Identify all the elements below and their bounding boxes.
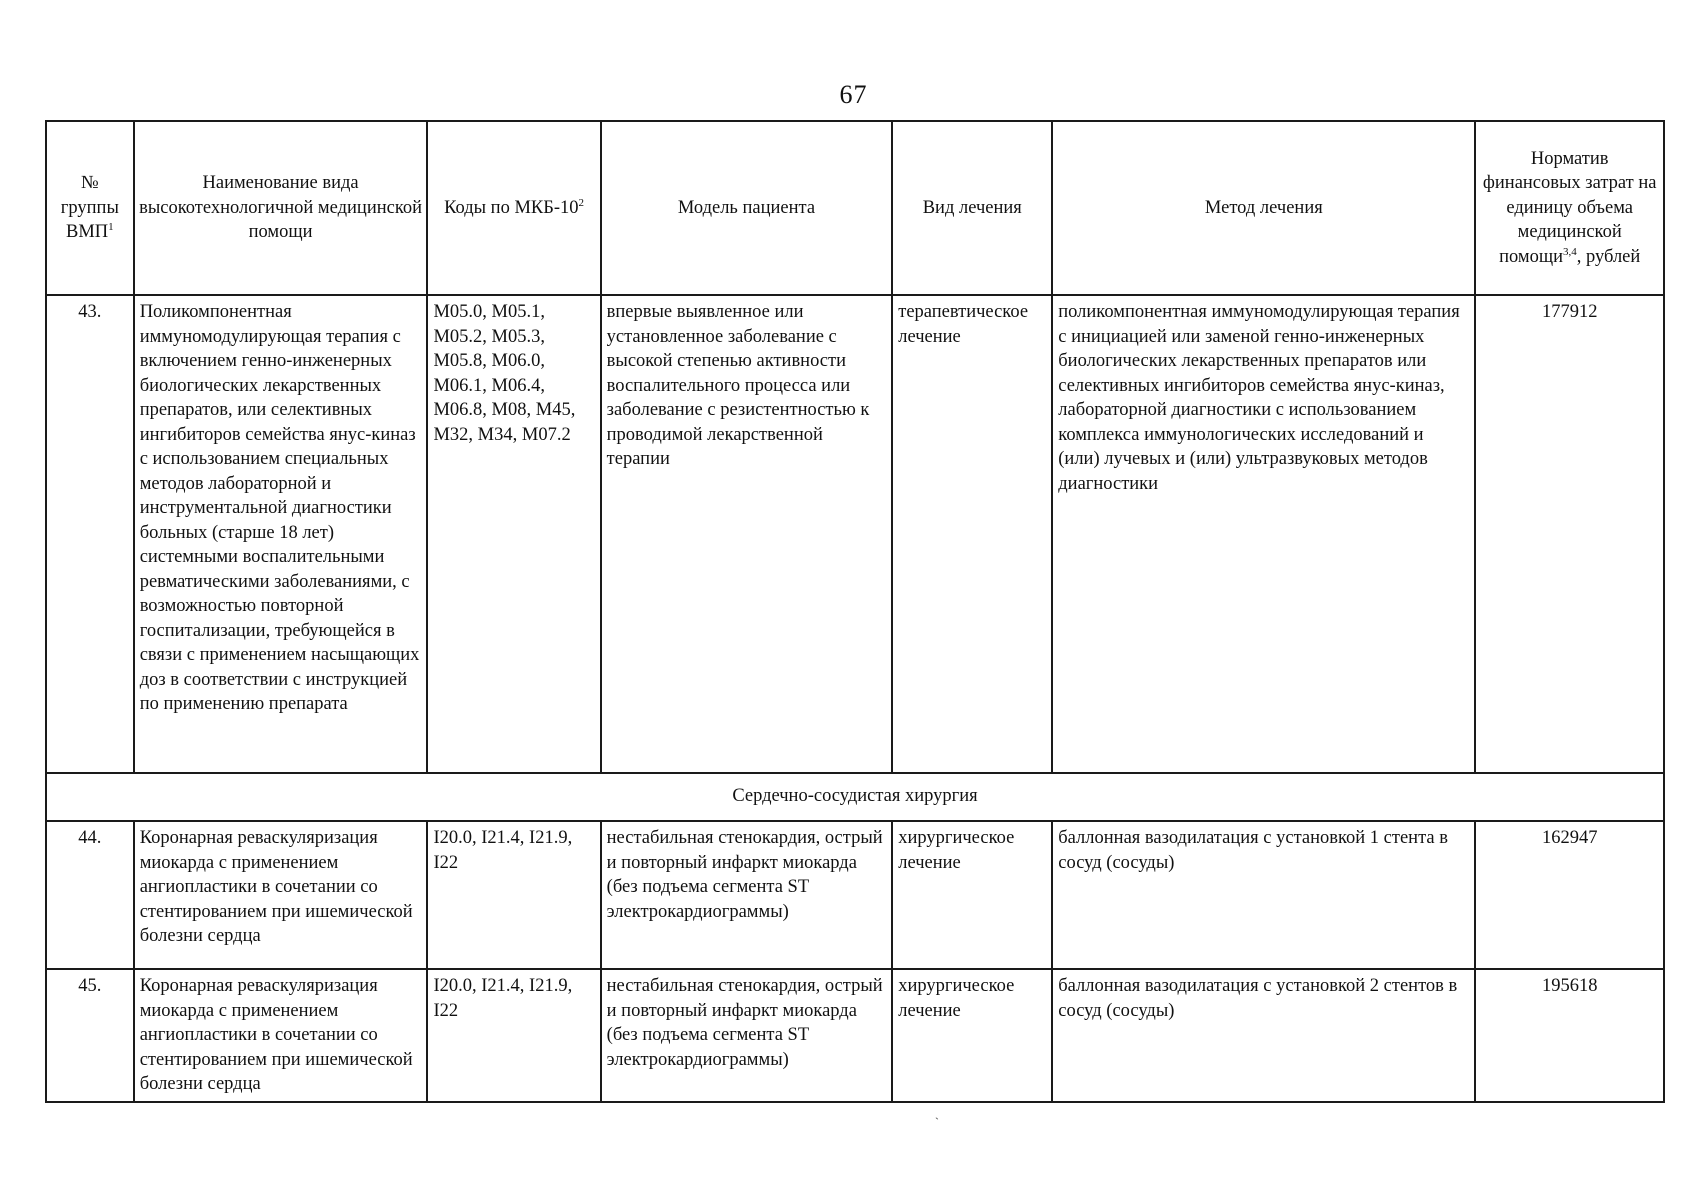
header-treatment-type: Вид лечения (892, 121, 1052, 295)
care-name-cell: Коронарная реваскуляризация миокарда с применением ангиопластики в сочетании со стентированием при ишемической болезни сердца (134, 969, 428, 1102)
treatment-type-cell: хирургическое лечение (892, 969, 1052, 1102)
header-group-number: № группы ВМП$^1$ (46, 121, 134, 295)
treatment-method-cell: поликомпонентная иммуномодулирующая терапия с инициацией или заменой генно-инженерных биологических лекарственных препаратов или селективных ингибиторов семейства янус-киназ, лабораторной диагностики с использованием комплекса иммунологических исследований и (или) лучевых и (или) ультразвуковых методов диагностики (1052, 295, 1475, 773)
patient-model-cell: нестабильная стенокардия, острый и повторный инфаркт миокарда (без подъема сегмента ST электрокардиограммы) (601, 821, 893, 969)
section-title: Сердечно-сосудистая хирургия (46, 773, 1664, 821)
treatment-method-cell: баллонная вазодилатация с установкой 1 стента в сосуд (сосуды) (1052, 821, 1475, 969)
treatment-type-cell: хирургическое лечение (892, 821, 1052, 969)
table-row (46, 295, 1664, 773)
header-patient-model: Модель пациента (601, 121, 893, 295)
header-icd-codes: Коды по МКБ-$10^2$ (427, 121, 600, 295)
row-number: 43. (46, 295, 134, 773)
scan-speck: ˎ (935, 1106, 939, 1120)
header-cost-norm: Норматив финансовых затрат на единицу объема медицинской помощи$^{3,4}$, рублей (1475, 121, 1664, 295)
icd-codes-cell: I20.0, I21.4, I21.9, I22 (427, 821, 600, 969)
section-row (46, 773, 1664, 821)
care-name-cell: Поликомпонентная иммуномодулирующая терапия с включением генно-инженерных биологических лекарственных препаратов, или селективных ингибиторов семейства янус-киназ с использованием специальных методов лабораторной и инструментальной диагностики больных (старше 18 лет) системными воспалительными ревматическими заболеваниями, с возможностью повторной госпитализации, требующейся в связи с применением насыщающих доз в соответствии с инструкцией по применению препарата (134, 295, 428, 773)
care-name-cell: Коронарная реваскуляризация миокарда с применением ангиопластики в сочетании со стентированием при ишемической болезни сердца (134, 821, 428, 969)
cost-cell: 195618 (1475, 969, 1664, 1102)
vmp-table (45, 120, 1665, 1103)
cost-cell: 177912 (1475, 295, 1664, 773)
treatment-method-cell: баллонная вазодилатация с установкой 2 стентов в сосуд (сосуды) (1052, 969, 1475, 1102)
row-number: 45. (46, 969, 134, 1102)
icd-codes-cell: I20.0, I21.4, I21.9, I22 (427, 969, 600, 1102)
patient-model-cell: впервые выявленное или установленное заболевание с высокой степенью активности воспалительного процесса или заболевание с резистентностью к проводимой лекарственной терапии (601, 295, 893, 773)
header-treatment-method: Метод лечения (1052, 121, 1475, 295)
table-header-row (46, 121, 1664, 295)
treatment-type-cell: терапевтическое лечение (892, 295, 1052, 773)
patient-model-cell: нестабильная стенокардия, острый и повторный инфаркт миокарда (без подъема сегмента ST электрокардиограммы) (601, 969, 893, 1102)
header-care-name: Наименование вида высокотехнологичной медицинской помощи (134, 121, 428, 295)
row-number: 44. (46, 821, 134, 969)
page-number: 67 (839, 80, 868, 109)
table-row (46, 821, 1664, 969)
icd-codes-cell: M05.0, M05.1, M05.2, M05.3, M05.8, M06.0, M06.1, M06.4, M06.8, M08, M45, M32, M34, M07.2 (427, 295, 600, 773)
cost-cell: 162947 (1475, 821, 1664, 969)
table-row (46, 969, 1664, 1102)
